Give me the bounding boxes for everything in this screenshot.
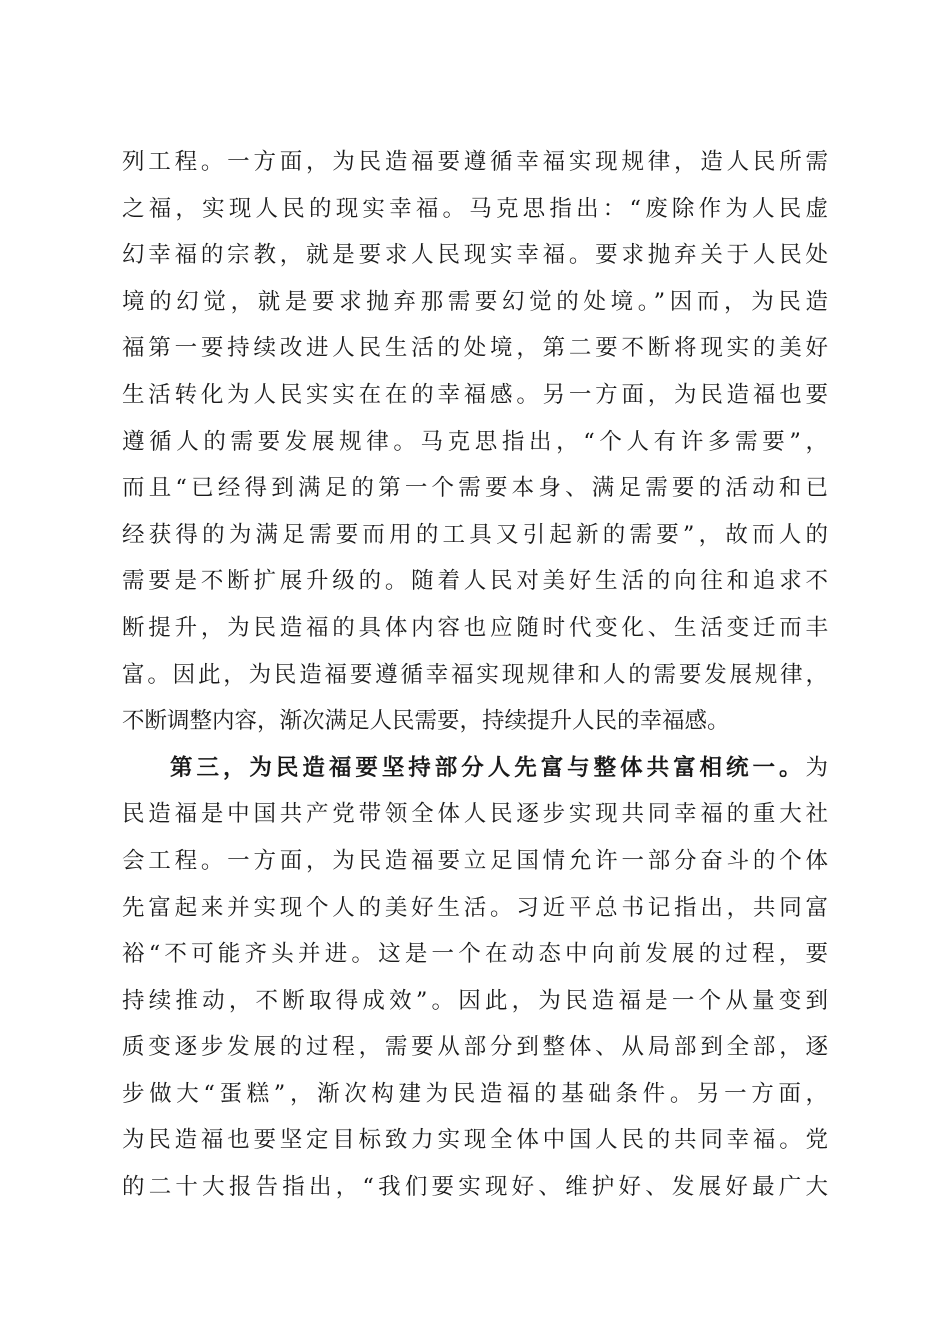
text-line: 福第一要持续改进人民生活的处境，第二要不断将现实的美好 — [122, 335, 828, 362]
text-line: 不断调整内容，渐次满足人民需要，持续提升人民的幸福感。 — [122, 708, 730, 735]
text-line: 需要是不断扩展升级的。随着人民对美好生活的向往和追求不 — [122, 568, 828, 595]
text-line: 裕“不可能齐头并进。这是一个在动态中向前发展的过程，要 — [122, 941, 828, 968]
text-line: 持续推动，不断取得成效”。因此，为民造福是一个从量变到 — [122, 987, 828, 1014]
text-line: 民造福是中国共产党带领全体人民逐步实现共同幸福的重大社 — [122, 801, 828, 828]
body-text — [122, 139, 828, 1211]
text-line: 质变逐步发展的过程，需要从部分到整体、从局部到全部，逐 — [122, 1034, 828, 1061]
text-line: 先富起来并实现个人的美好生活。习近平总书记指出，共同富 — [122, 894, 828, 921]
text-line: 生活转化为人民实实在在的幸福感。另一方面，为民造福也要 — [122, 381, 828, 408]
text-line: 为民造福也要坚定目标致力实现全体中国人民的共同幸福。党 — [122, 1127, 828, 1154]
text-line: 幻幸福的宗教，就是要求人民现实幸福。要求抛弃关于人民处 — [122, 242, 828, 269]
text-line: 步做大“蛋糕”，渐次构建为民造福的基础条件。另一方面， — [122, 1080, 828, 1107]
text-line: 而且“已经得到满足的第一个需要本身、满足需要的活动和已 — [122, 475, 828, 502]
text-line: 富。因此，为民造福要遵循幸福实现规律和人的需要发展规律， — [122, 661, 828, 688]
text-run: 为 — [805, 754, 828, 781]
text-line: 之福，实现人民的现实幸福。马克思指出：“废除作为人民虚 — [122, 195, 828, 222]
text-line: 会工程。一方面，为民造福要立足国情允许一部分奋斗的个体 — [122, 847, 828, 874]
text-line: 遵循人的需要发展规律。马克思指出，“个人有许多需要”， — [122, 428, 828, 455]
text-line: 列工程。一方面，为民造福要遵循幸福实现规律，造人民所需 — [122, 149, 828, 175]
text-line: 境的幻觉，就是要求抛弃那需要幻觉的处境。”因而，为民造 — [122, 288, 828, 315]
text-line: 经获得的为满足需要而用的工具又引起新的需要”，故而人的 — [122, 521, 828, 548]
text-line: 的二十大报告指出，“我们要实现好、维护好、发展好最广大 — [122, 1174, 828, 1201]
section-heading-bold: 第三，为民造福要坚持部分人先富与整体共富相统一。 — [170, 754, 806, 781]
paragraph-start-line — [122, 745, 828, 792]
text-line: 断提升，为民造福的具体内容也应随时代变化、生活变迁而丰 — [122, 614, 828, 641]
